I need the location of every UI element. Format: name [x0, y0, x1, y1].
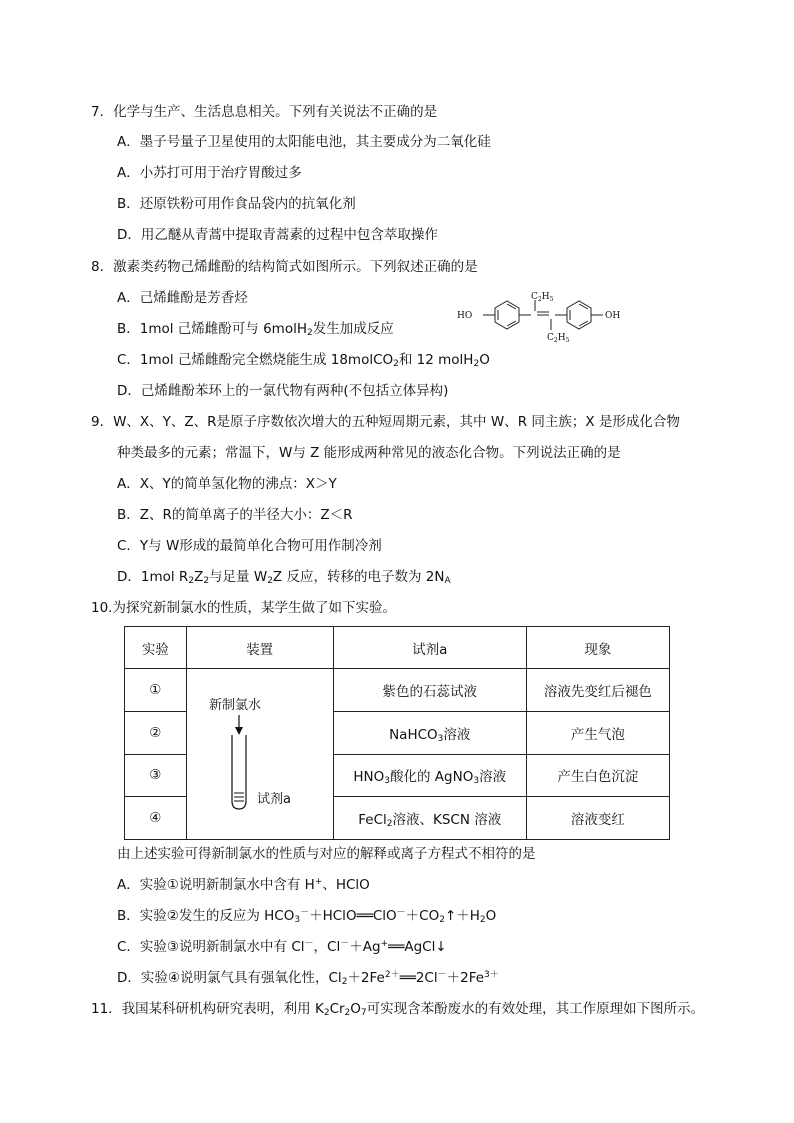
experiment-table	[124, 626, 670, 840]
table-row-4-phenomenon: 溶液变红	[526, 797, 669, 840]
q9-stem-line2: 种类最多的元素；常温下，W与 Z 能形成两种常见的液态化合物。下列说法正确的是	[117, 445, 621, 461]
ho-label: HO	[457, 311, 473, 321]
table-row-3-no: ③	[125, 754, 187, 797]
ethyl-top-label: $C_2H_5$	[531, 292, 554, 303]
oh-label: OH	[605, 311, 621, 321]
q10-followup: 由上述实验可得新制氯水的性质与对应的解释或离子方程式不相符的是	[117, 846, 536, 862]
q9-option-c: C．Y与 W形成的最简单化合物可用作制冷剂	[117, 538, 382, 554]
ethyl-bottom-label: $C_2H_5$	[547, 333, 570, 344]
header-reagent: 试剂a	[333, 627, 526, 669]
table-row-1-phenomenon: 溶液先变红后褪色	[526, 669, 669, 712]
table-row-1-reagent: 紫色的石蕊试液	[333, 669, 526, 712]
q7-option-d: D．用乙醚从青蒿中提取青蒿素的过程中包含萃取操作	[117, 227, 438, 243]
q7-option-a1: A．墨子号量子卫星使用的太阳能电池，其主要成分为二氧化硅	[117, 134, 491, 150]
q8-option-b: B．1mol 己烯雌酚可与 6molH$_2$发生加成反应	[117, 321, 394, 338]
test-tube-icon	[232, 735, 246, 809]
test-tube-apparatus	[187, 669, 333, 835]
q9-stem-line1: 9．W、X、Y、Z、R是原子序数依次增大的五种短周期元素，其中 W、R 同主族；X 是形成化合物	[91, 414, 680, 430]
q7-option-b: B．还原铁粉可用作食品袋内的抗氧化剂	[117, 196, 356, 212]
table-row-4-no: ④	[125, 797, 187, 840]
header-apparatus: 装置	[186, 627, 333, 669]
q7-stem: 7．化学与生产、生活息息相关。下列有关说法不正确的是	[91, 104, 438, 120]
q10-option-a: A．实验①说明新制氯水中含有 H+、HClO	[117, 877, 370, 893]
table-row-1-no: ①	[125, 669, 187, 712]
diethylstilbestrol-structure	[455, 290, 630, 345]
q7-option-a2: A．小苏打可用于治疗胃酸过多	[117, 165, 302, 181]
q10-option-d: D．实验④说明氯气具有强氧化性，$Cl_2+2Fe^{2+}══2Cl^-+2Fe^{3+}$	[117, 970, 499, 987]
q9-option-a: A．X、Y的简单氢化物的沸点：X＞Y	[117, 476, 337, 492]
q8-option-c: C．1mol 己烯雌酚完全燃烧能生成 18molCO$_2$和 12 molH$_2$O	[117, 352, 490, 369]
apparatus-label-reagent: 试剂a	[256, 792, 291, 807]
apparatus-label-chlorine-water: 新制氯水	[208, 698, 261, 713]
header-experiment: 实验	[125, 627, 187, 669]
q8-stem: 8．激素类药物己烯雌酚的结构简式如图所示。下列叙述正确的是	[91, 259, 478, 275]
table-row-2-phenomenon: 产生气泡	[526, 711, 669, 754]
table-row-2-reagent: NaHCO$_3$溶液	[333, 711, 526, 754]
q11-stem: 11．我国某科研机构研究表明，利用 $K_2Cr_2O_7$可实现含苯酚废水的有效处理，其工作原理如下图所示。	[91, 1001, 705, 1018]
table-row-3-reagent: $HNO_3$酸化的 AgNO$_3$溶液	[333, 754, 526, 797]
table-row-4-reagent: FeCl$_2$溶液、KSCN 溶液	[333, 797, 526, 840]
apparatus-cell	[186, 669, 333, 840]
q8-option-a: A．己烯雌酚是芳香烃	[117, 290, 248, 306]
q8-option-d: D．己烯雌酚苯环上的一氯代物有两种(不包括立体异构)	[117, 383, 449, 399]
table-row-3-phenomenon: 产生白色沉淀	[526, 754, 669, 797]
header-phenomenon: 现象	[526, 627, 669, 669]
q9-option-b: B．Z、R的简单离子的半径大小：Z＜R	[117, 507, 353, 523]
q10-option-c: C．实验③说明新制氯水中有 Cl－，Cl－＋Ag+══AgCl↓	[117, 939, 447, 955]
q10-stem: 10.为探究新制氯水的性质，某学生做了如下实验。	[91, 600, 396, 616]
q10-option-b: B．实验②发生的反应为 $HCO_3^-+HClO══ClO^-+CO_2↑+H_2O$	[117, 908, 497, 925]
table-row-2-no: ②	[125, 711, 187, 754]
q9-option-d: D．1mol $R_2Z_2$与足量 $W_2Z$ 反应，转移的电子数为 $2N_A$	[117, 569, 451, 586]
